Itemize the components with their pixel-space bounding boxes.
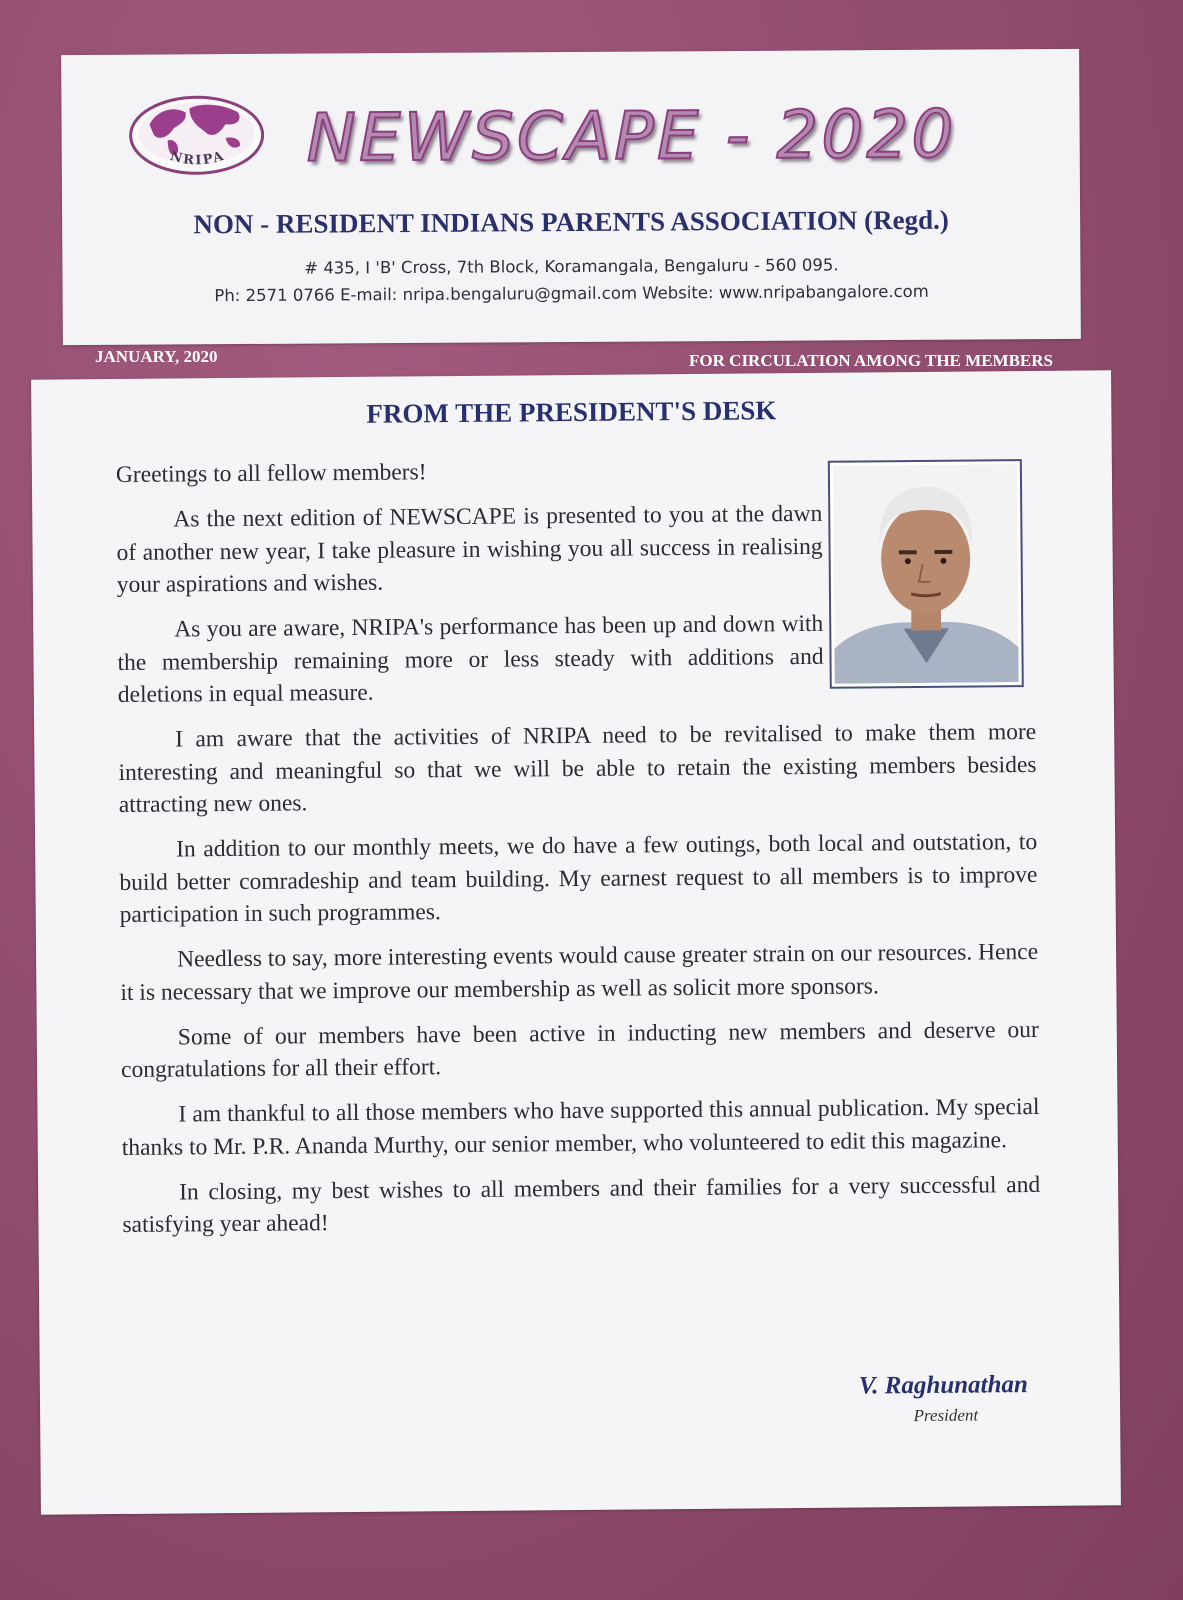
masthead-title: NEWSCAPE - 2020 <box>306 95 957 177</box>
organization-address: # 435, I 'B' Cross, 7th Block, Koramangala, Bengaluru - 560 095. <box>304 255 839 278</box>
globe-logo-icon <box>127 94 265 177</box>
logo-text: NRIPA <box>168 148 228 169</box>
organization-name: NON - RESIDENT INDIANS PARENTS ASSOCIATION (Regd.) <box>193 204 949 240</box>
paragraph: Needless to say, more interesting events would cause greater strain on our resources. Hence it is necessary that we improve our membership as well as solicit more sponsors. <box>120 938 1039 1006</box>
issue-date: JANUARY, 2020 <box>95 347 218 366</box>
paragraph: I am aware that the activities of NRIPA need to be revitalised to make them more interesting and meaningful so that we will be able to retain the existing members besides attracting new ones. <box>118 718 1037 818</box>
info-strip <box>95 345 1053 373</box>
paragraph: In addition to our monthly meets, we do have a few outings, both local and outstation, to build better comradeship and team building. My earnest request to all members is to improve participation in such programmes. <box>119 828 1038 928</box>
paragraph: As you are aware, NRIPA's performance has been up and down with the membership remaining more or less steady with additions and deletions in equal measure. <box>117 610 824 708</box>
signature-block <box>859 1371 1029 1426</box>
article-title: FROM THE PRESIDENT'S DESK <box>366 395 777 429</box>
organization-contact: Ph: 2571 0766 E-mail: nripa.bengaluru@gmail.com Website: www.nripabangalore.com <box>214 281 929 306</box>
paragraph: In closing, my best wishes to all members and their families for a very successful and satisfying year ahead! <box>122 1171 1041 1238</box>
circulation-note: FOR CIRCULATION AMONG THE MEMBERS <box>689 351 1053 370</box>
article-panel <box>31 370 1121 1514</box>
signature-name: V. Raghunathan <box>858 1371 1028 1400</box>
article-body <box>116 451 1041 1254</box>
signature-role: President <box>913 1405 979 1426</box>
masthead-panel <box>61 49 1081 345</box>
paragraph: Greetings to all fellow members! <box>115 459 427 488</box>
paragraph: Some of our members have been active in inducting new members and deserve our congratulations for all their effort. <box>120 1016 1039 1083</box>
paragraph: As the next edition of NEWSCAPE is presented to you at the dawn of another new year, I take pleasure in wishing you all success in realising your aspirations and wishes. <box>116 500 823 598</box>
paragraph: I am thankful to all those members who have supported this annual publication. My special thanks to Mr. P.R. Ananda Murthy, our senior member, who volunteered to edit this magazine. <box>121 1093 1040 1161</box>
